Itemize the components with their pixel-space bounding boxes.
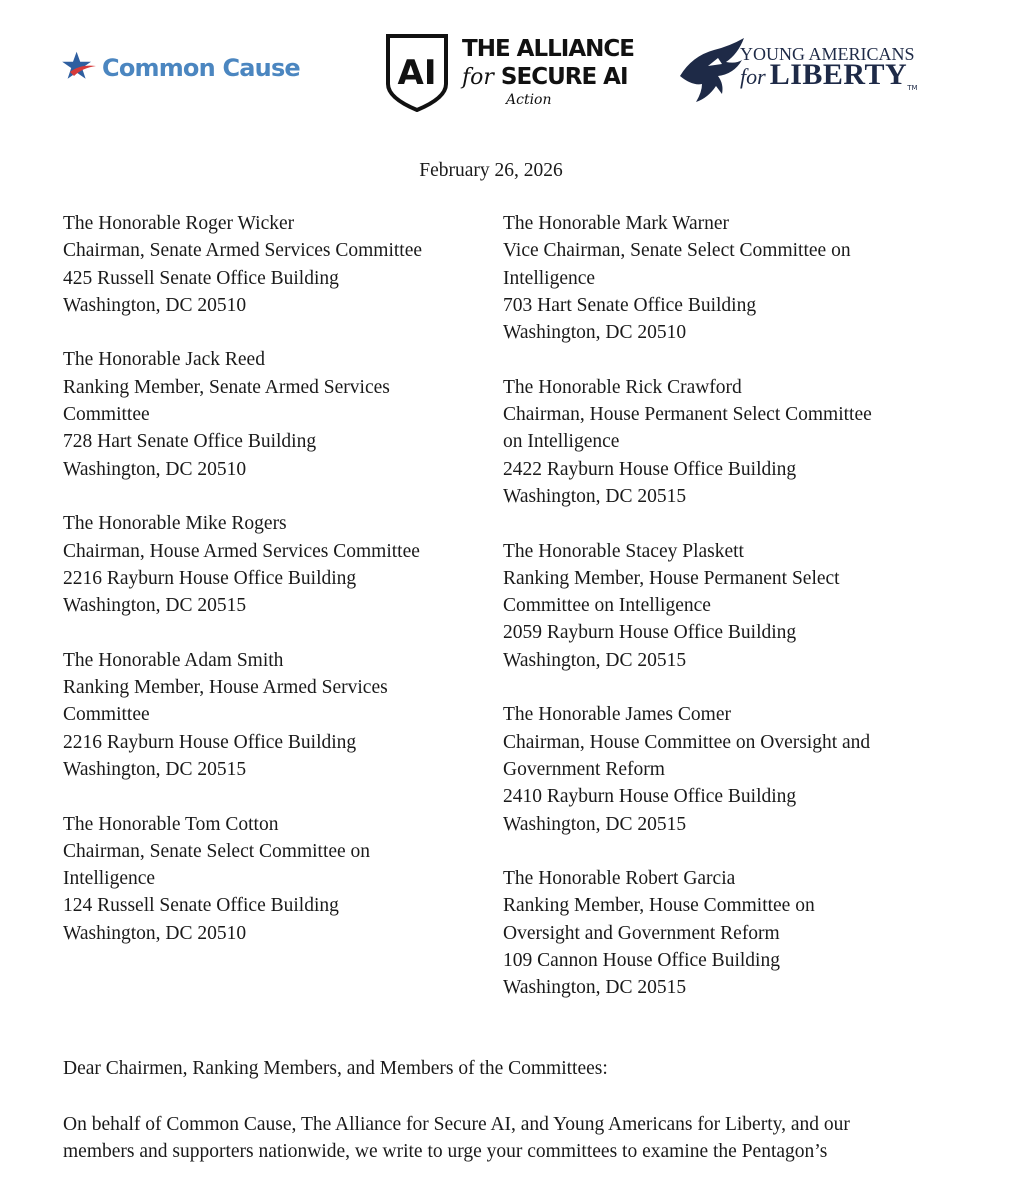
recipient-address-line: Government Reform (503, 758, 665, 780)
recipient-address-line: Washington, DC 20510 (63, 294, 247, 316)
recipient-address-line: Chairman, House Permanent Select Committee (503, 404, 872, 426)
recipient-address-block (503, 865, 973, 1001)
recipient-address-line: Committee on Intelligence (503, 595, 711, 617)
recipient-address-line: Chairman, House Armed Services Committee (63, 540, 420, 562)
recipient-address-line: 2216 Rayburn House Office Building (63, 567, 357, 589)
recipients-left-column (63, 210, 483, 974)
recipient-name: The Honorable Robert Garcia (503, 868, 736, 890)
young-americans-for-liberty-logo (678, 36, 918, 108)
recipient-address-line: on Intelligence (503, 431, 620, 453)
letterhead-logos (0, 0, 1014, 130)
shield-icon (384, 32, 450, 112)
recipient-address-line: Committee (63, 704, 150, 726)
recipient-address-line: 728 Hart Senate Office Building (63, 431, 317, 453)
star-icon (62, 50, 98, 86)
yal-liberty: LIBERTY (769, 58, 908, 91)
recipient-address-line: Washington, DC 20515 (503, 813, 687, 835)
alliance-secure-ai-logo (384, 32, 634, 114)
alliance-secure-ai: SECURE AI (500, 64, 628, 90)
recipient-address-line: Washington, DC 20515 (63, 595, 247, 617)
recipient-address-line: Oversight and Government Reform (503, 922, 780, 944)
recipient-address-block (63, 647, 483, 783)
recipient-name: The Honorable Adam Smith (63, 649, 284, 671)
recipient-address-line: 2422 Rayburn House Office Building (503, 458, 797, 480)
recipient-address-line: Washington, DC 20510 (63, 922, 247, 944)
recipient-address-line: Intelligence (63, 868, 156, 890)
recipient-address-block (63, 210, 483, 319)
opening-paragraph (63, 1111, 963, 1166)
recipient-name: The Honorable Tom Cotton (63, 813, 279, 835)
recipient-address-line: Washington, DC 20515 (503, 977, 687, 999)
recipient-address-block (503, 374, 973, 510)
recipient-address-line: Washington, DC 20515 (63, 758, 247, 780)
recipient-name: The Honorable Roger Wicker (63, 213, 295, 234)
recipient-address-line: Ranking Member, House Armed Services (63, 677, 388, 699)
recipient-address-line: 2216 Rayburn House Office Building (63, 731, 357, 753)
recipient-address-line: 2059 Rayburn House Office Building (503, 622, 797, 644)
recipient-address-block (63, 510, 483, 619)
recipient-address-line: 2410 Rayburn House Office Building (503, 786, 797, 808)
recipient-address-line: Ranking Member, Senate Armed Services (63, 376, 390, 398)
yal-for: for (740, 64, 766, 89)
paragraph-line: members and supporters nationwide, we write to urge your committees to examine the Pentagon’s (63, 1141, 828, 1163)
yal-line2 (740, 58, 918, 92)
recipient-address-line: Chairman, House Committee on Oversight and (503, 731, 871, 753)
recipient-name: The Honorable Jack Reed (63, 349, 265, 371)
recipient-address-line: Washington, DC 20510 (503, 322, 687, 344)
recipient-name: The Honorable Rick Crawford (503, 376, 742, 398)
recipient-address-line: Committee (63, 404, 150, 426)
recipient-address-line: Washington, DC 20515 (503, 485, 687, 507)
recipient-address-block (503, 701, 973, 837)
recipients-right-column (503, 210, 973, 1029)
recipient-address-line: Ranking Member, House Permanent Select (503, 567, 840, 589)
common-cause-wordmark: Common Cause (102, 54, 300, 82)
recipient-address-line: Chairman, Senate Armed Services Committee (63, 240, 423, 262)
recipient-address-block (503, 538, 973, 674)
recipient-name: The Honorable Stacey Plaskett (503, 540, 744, 562)
letter-date: February 26, 2026 (419, 160, 563, 181)
recipient-address-line: Washington, DC 20510 (63, 458, 247, 480)
yal-trademark: TM (907, 84, 918, 92)
recipient-address-line: 425 Russell Senate Office Building (63, 267, 339, 289)
eagle-icon (678, 36, 748, 108)
recipient-address-line: Washington, DC 20515 (503, 649, 687, 671)
recipient-name: The Honorable Mark Warner (503, 213, 730, 234)
salutation: Dear Chairmen, Ranking Members, and Members of the Committees: (63, 1058, 608, 1079)
yal-line1: YOUNG AMERICANS (740, 44, 915, 64)
recipient-address-line: 109 Cannon House Office Building (503, 950, 780, 972)
paragraph-line: On behalf of Common Cause, The Alliance for Secure AI, and Young Americans for Liberty, and our (63, 1114, 850, 1135)
alliance-for: for (462, 65, 494, 90)
recipient-name: The Honorable Mike Rogers (63, 513, 287, 535)
recipient-address-line: 124 Russell Senate Office Building (63, 895, 339, 917)
ai-mark-text: AI (397, 53, 437, 93)
alliance-line1: THE ALLIANCE (462, 36, 634, 62)
recipient-name: The Honorable James Comer (503, 704, 731, 726)
recipient-address-line: Chairman, Senate Select Committee on (63, 840, 371, 862)
recipient-address-line: Vice Chairman, Senate Select Committee on (503, 240, 851, 262)
recipient-address-block (63, 346, 483, 482)
recipient-address-block (63, 811, 483, 947)
recipient-address-line: 703 Hart Senate Office Building (503, 294, 757, 316)
alliance-action: Action (506, 92, 552, 108)
recipient-address-line: Intelligence (503, 267, 596, 289)
recipient-address-block (503, 210, 973, 346)
alliance-line2 (462, 64, 628, 90)
recipient-address-line: Ranking Member, House Committee on (503, 895, 815, 917)
